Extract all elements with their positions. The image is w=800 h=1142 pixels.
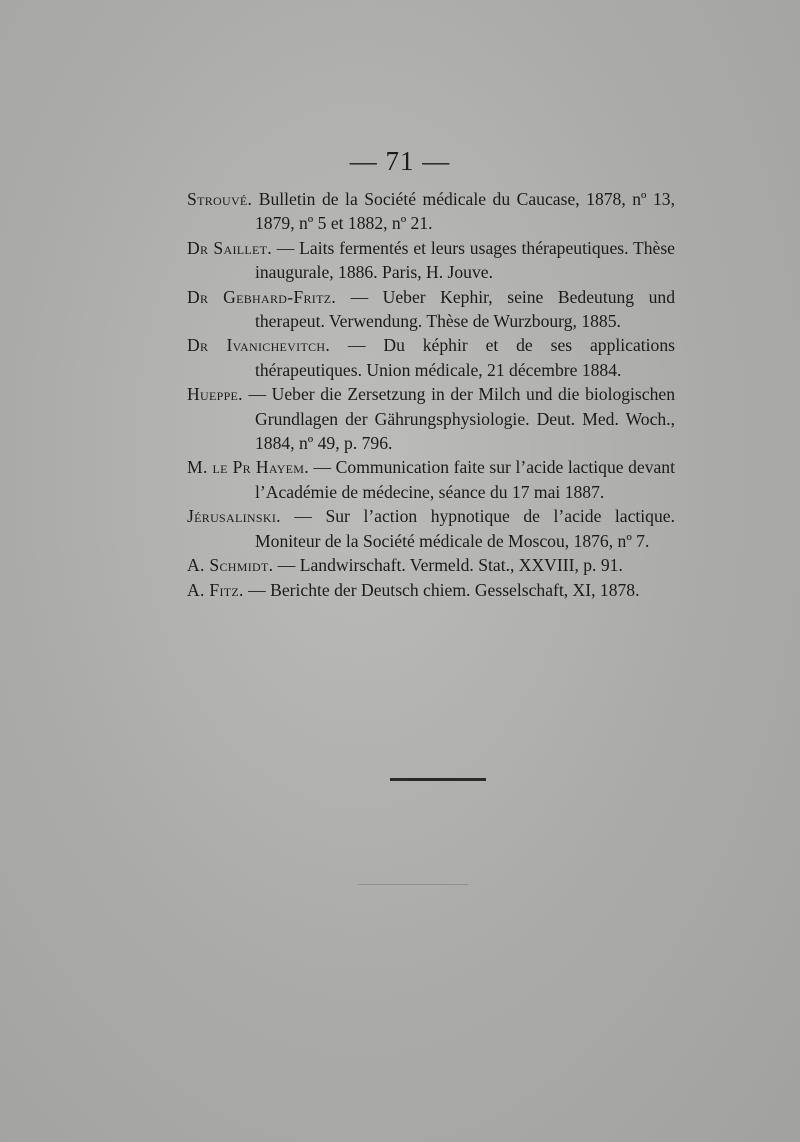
- reference-text: — Landwirschaft. Vermeld. Stat., XXVIII, p. 91.: [273, 555, 623, 576]
- reference-entry: [187, 285, 675, 334]
- reference-author: Strouvé.: [187, 189, 253, 209]
- reference-entry: [187, 455, 675, 504]
- reference-text: — Ueber Kephir, seine Bedeutung und therapeut. Verwendung. Thèse de Wurzbourg, 1885.: [255, 286, 675, 332]
- reference-entry: [187, 333, 675, 382]
- reference-author: Dr Gebhard-Fritz.: [187, 286, 337, 307]
- reference-author: A. Schmidt.: [187, 555, 274, 576]
- page-number: — 71 —: [349, 146, 451, 176]
- reference-text: — Laits fermentés et leurs usages thérapeutiques. Thèse inaugurale, 1886. Paris, H. Jouve.: [255, 237, 675, 283]
- reference-text: — Communication faite sur l’acide lactique devant l’Académie de médecine, séance du 17 mai 1887.: [255, 457, 675, 502]
- show-through-rule: [358, 884, 468, 885]
- reference-author: Hueppe.: [187, 384, 243, 405]
- reference-text: Bulletin de la Société médicale du Caucase, 1878, nº 13, 1879, nº 5 et 1882, nº 21.: [252, 189, 675, 234]
- reference-text: — Sur l’action hypnotique de l’acide lactique. Moniteur de la Société médicale de Moscou, 1876, nº 7.: [255, 506, 675, 551]
- reference-text: — Du képhir et de ses applications thérapeutiques. Union médicale, 21 décembre 1884.: [255, 335, 675, 380]
- reference-entry: [187, 578, 675, 602]
- reference-author: A. Fitz.: [187, 579, 244, 600]
- reference-entry: [187, 504, 675, 553]
- reference-author: M. le Pr Hayem.: [187, 457, 309, 478]
- reference-author: Dr Ivanichevitch.: [187, 335, 331, 356]
- closing-rule: [390, 778, 486, 781]
- reference-entry: [187, 382, 675, 455]
- reference-text: — Berichte der Deutsch chiem. Gesselschaft, XI, 1878.: [243, 579, 640, 600]
- reference-author: Dr Saillet.: [187, 237, 272, 258]
- reference-list: [187, 187, 675, 602]
- reference-entry: [187, 236, 675, 285]
- reference-entry: [187, 187, 675, 236]
- reference-entry: [187, 553, 675, 577]
- reference-author: Jérusalinski.: [187, 506, 281, 527]
- reference-text: — Ueber die Zersetzung in der Milch und die biologischen Grundlagen der Gährungsphysiologie. Deut. Med. Woch., 1884, nº 49, p. 796.: [242, 384, 675, 454]
